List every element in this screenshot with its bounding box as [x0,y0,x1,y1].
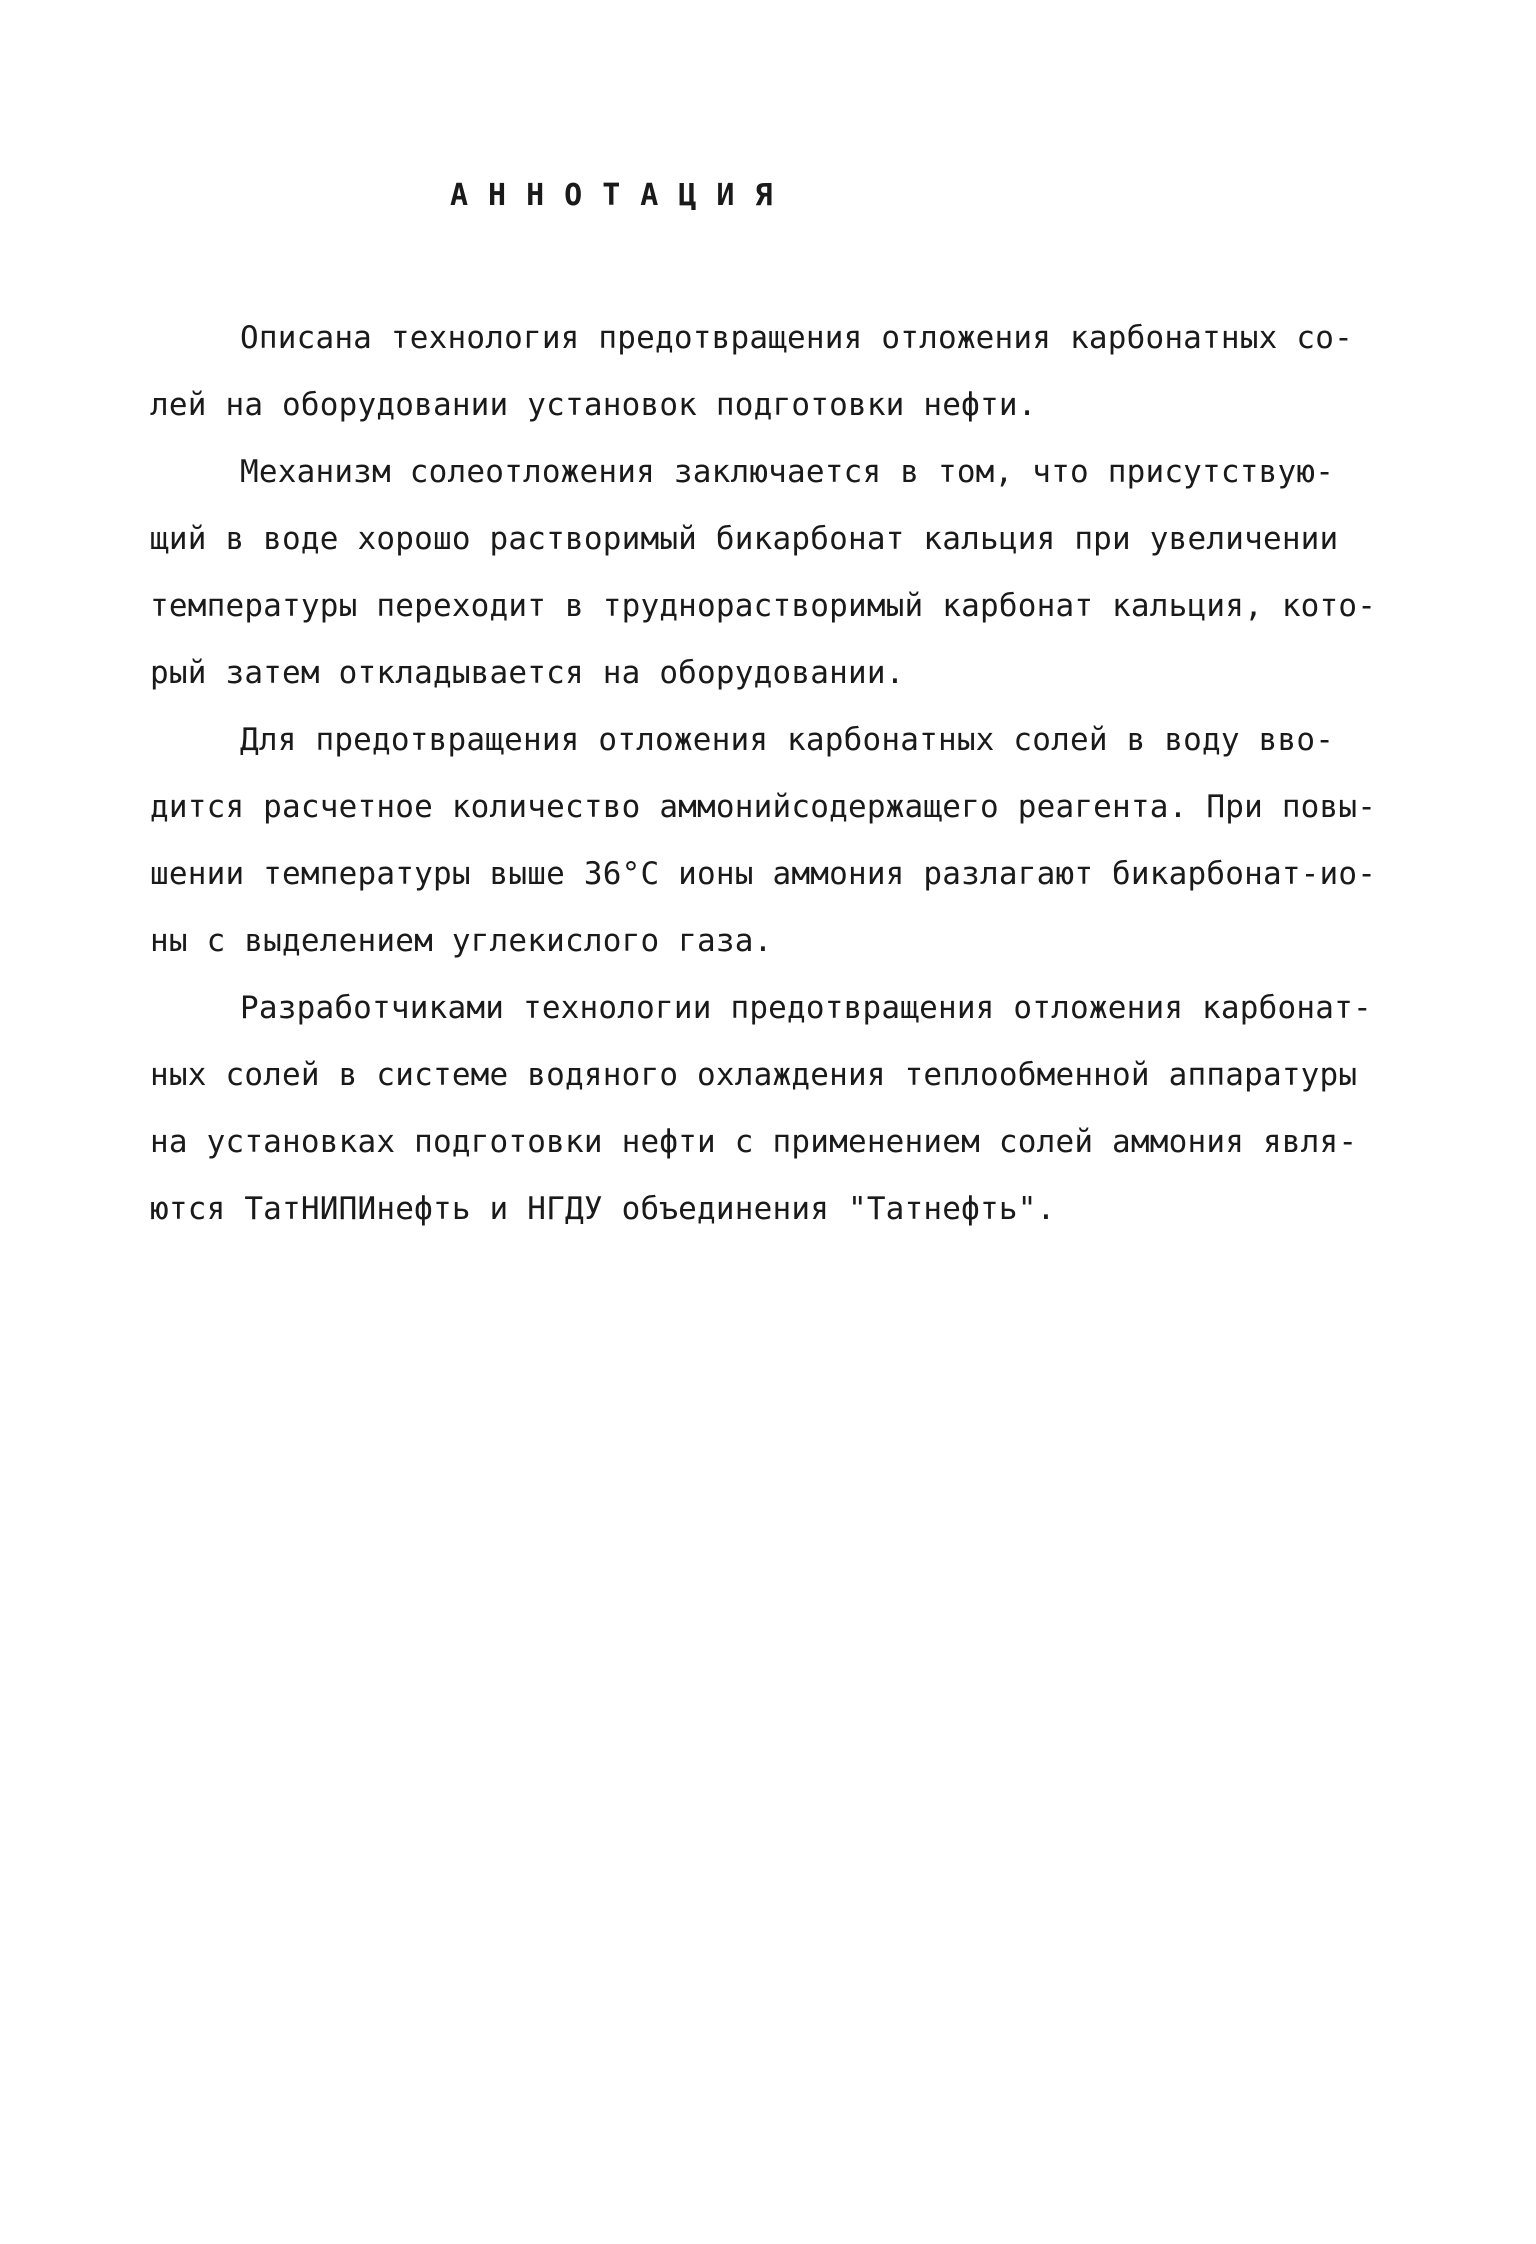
text-line-9: шении температуры выше 36°С ионы аммония разлагают бикарбонат-ио- [150,856,1377,892]
text-line-5: температуры переходит в труднорастворимый карбонат кальция, кото- [150,588,1377,624]
text-line-11: Разработчиками технологии предотвращения отложения карбонат- [240,990,1372,1026]
text-line-10: ны с выделением углекислого газа. [150,923,773,959]
text-line-6: рый затем откладывается на оборудовании. [150,655,905,691]
text-line-13: на установках подготовки нефти с применением солей аммония явля- [150,1124,1358,1160]
text-line-14: ются ТатНИПИнефть и НГДУ объединения "Татнефть". [150,1191,1056,1227]
text-line-1: Описана технология предотвращения отложения карбонатных со- [240,320,1353,356]
text-line-7: Для предотвращения отложения карбонатных солей в воду вво- [240,722,1335,758]
text-line-4: щий в воде хорошо растворимый бикарбонат кальция при увеличении [150,521,1339,557]
text-line-3: Механизм солеотложения заключается в том, что присутствую- [240,454,1335,490]
page-title: АННОТАЦИЯ [450,178,793,213]
text-line-2: лей на оборудовании установок подготовки нефти. [150,387,1037,423]
text-line-8: дится расчетное количество аммонийсодержащего реагента. При повы- [150,789,1377,825]
text-line-12: ных солей в системе водяного охлаждения теплообменной аппаратуры [150,1057,1358,1093]
